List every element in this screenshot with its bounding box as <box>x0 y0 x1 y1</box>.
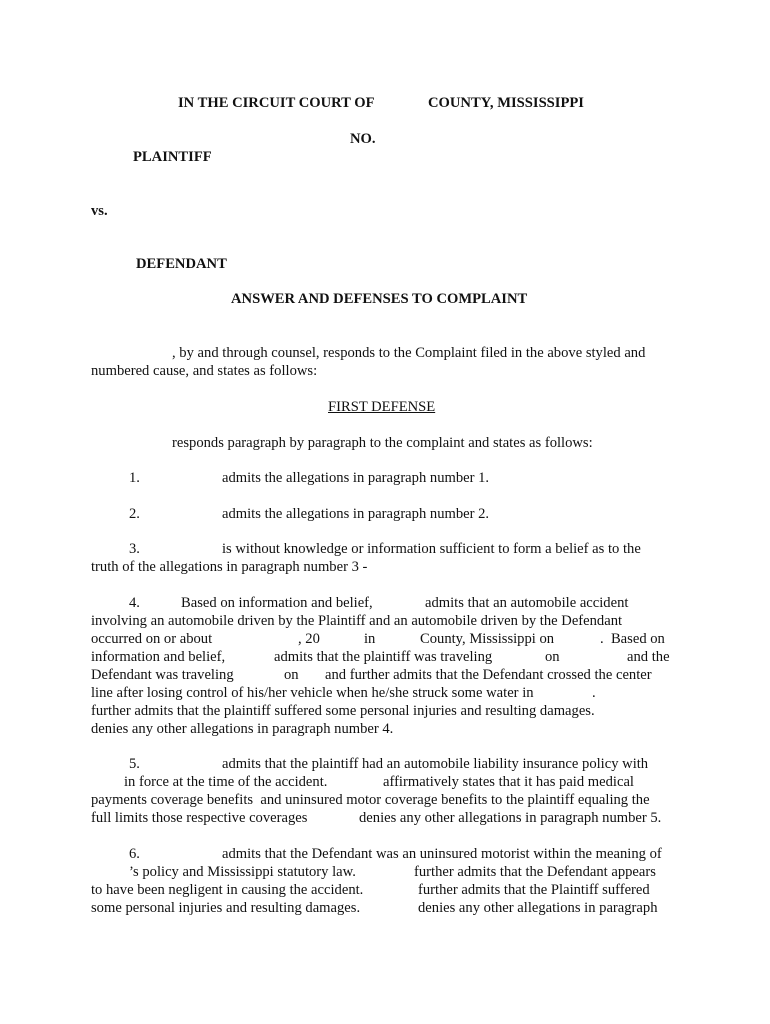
document-title: ANSWER AND DEFENSES TO COMPLAINT <box>231 291 528 307</box>
paragraph-4-line-3e: . Based on <box>600 631 665 647</box>
paragraph-5-number: 5. <box>129 756 140 772</box>
first-defense-heading: FIRST DEFENSE <box>328 399 436 415</box>
paragraph-6-line-4a: some personal injuries and resulting damages. <box>91 900 361 916</box>
paragraph-4-line-4d: and the <box>627 649 670 665</box>
court-heading-right: COUNTY, MISSISSIPPI <box>428 95 584 111</box>
paragraph-4-line-5b: on <box>284 667 299 683</box>
paragraph-2-number: 2. <box>129 506 140 522</box>
paragraph-6-line-4b: denies any other allegations in paragraph <box>418 900 658 916</box>
paragraph-5-line-2a: in force at the time of the accident. <box>124 774 328 790</box>
case-number-label: NO. <box>350 131 376 147</box>
paragraph-4-line-3c: in <box>364 631 376 647</box>
paragraph-4-line-8: denies any other allegations in paragraph number 4. <box>91 721 394 737</box>
intro-line-1: , by and through counsel, responds to the Complaint filed in the above styled and <box>172 345 646 361</box>
paragraph-4-line-4c: on <box>545 649 560 665</box>
first-defense-lead: responds paragraph by paragraph to the complaint and states as follows: <box>172 435 593 451</box>
paragraph-4-line-3a: occurred on or about <box>91 631 213 647</box>
defendant-label: DEFENDANT <box>136 256 227 272</box>
paragraph-4-line-2: involving an automobile driven by the Plaintiff and an automobile driven by the Defendant <box>91 613 623 629</box>
paragraph-4-line-1b: admits that an automobile accident <box>425 595 629 611</box>
paragraph-6-line-1: admits that the Defendant was an uninsured motorist within the meaning of <box>222 846 662 862</box>
paragraph-4-line-4a: information and belief, <box>91 649 226 665</box>
versus-label: vs. <box>91 203 108 219</box>
paragraph-3-number: 3. <box>129 541 140 557</box>
paragraph-4-line-4b: admits that the plaintiff was traveling <box>274 649 493 665</box>
paragraph-4-number: 4. <box>129 595 140 611</box>
paragraph-5-line-4a: full limits those respective coverages <box>91 810 308 826</box>
paragraph-5-line-2b: affirmatively states that it has paid medical <box>383 774 634 790</box>
paragraph-1-number: 1. <box>129 470 140 486</box>
paragraph-6-number: 6. <box>129 846 140 862</box>
intro-line-2: numbered cause, and states as follows: <box>91 363 318 379</box>
paragraph-4-line-5a: Defendant was traveling <box>91 667 234 683</box>
paragraph-6-line-3b: further admits that the Plaintiff suffered <box>418 882 650 898</box>
paragraph-4-line-3b: , 20 <box>298 631 320 647</box>
paragraph-6-line-2a: ’s policy and Mississippi statutory law. <box>129 864 356 880</box>
paragraph-4-line-3d: County, Mississippi on <box>420 631 555 647</box>
paragraph-2-text: admits the allegations in paragraph number 2. <box>222 506 490 522</box>
paragraph-4-line-6b: . <box>592 685 596 701</box>
paragraph-6-line-2b: further admits that the Defendant appears <box>414 864 656 880</box>
paragraph-4-line-5c: and further admits that the Defendant crossed the center <box>325 667 652 683</box>
paragraph-5-line-4b: denies any other allegations in paragraph number 5. <box>359 810 662 826</box>
paragraph-5-line-3: payments coverage benefits and uninsured motor coverage benefits to the plaintiff equaling the <box>91 792 650 808</box>
paragraph-4-line-6a: line after losing control of his/her vehicle when he/she struck some water in <box>91 685 534 701</box>
paragraph-4-line-1a: Based on information and belief, <box>181 595 373 611</box>
paragraph-3-continuation: truth of the allegations in paragraph number 3 - <box>91 559 368 575</box>
paragraph-4-line-7: further admits that the plaintiff suffered some personal injuries and resulting damages. <box>91 703 595 719</box>
plaintiff-label: PLAINTIFF <box>133 149 212 165</box>
paragraph-6-line-3a: to have been negligent in causing the accident. <box>91 882 364 898</box>
paragraph-3-text: is without knowledge or information sufficient to form a belief as to the <box>222 541 641 557</box>
court-heading-left: IN THE CIRCUIT COURT OF <box>178 95 375 111</box>
paragraph-5-line-1: admits that the plaintiff had an automobile liability insurance policy with <box>222 756 649 772</box>
paragraph-1-text: admits the allegations in paragraph number 1. <box>222 470 490 486</box>
